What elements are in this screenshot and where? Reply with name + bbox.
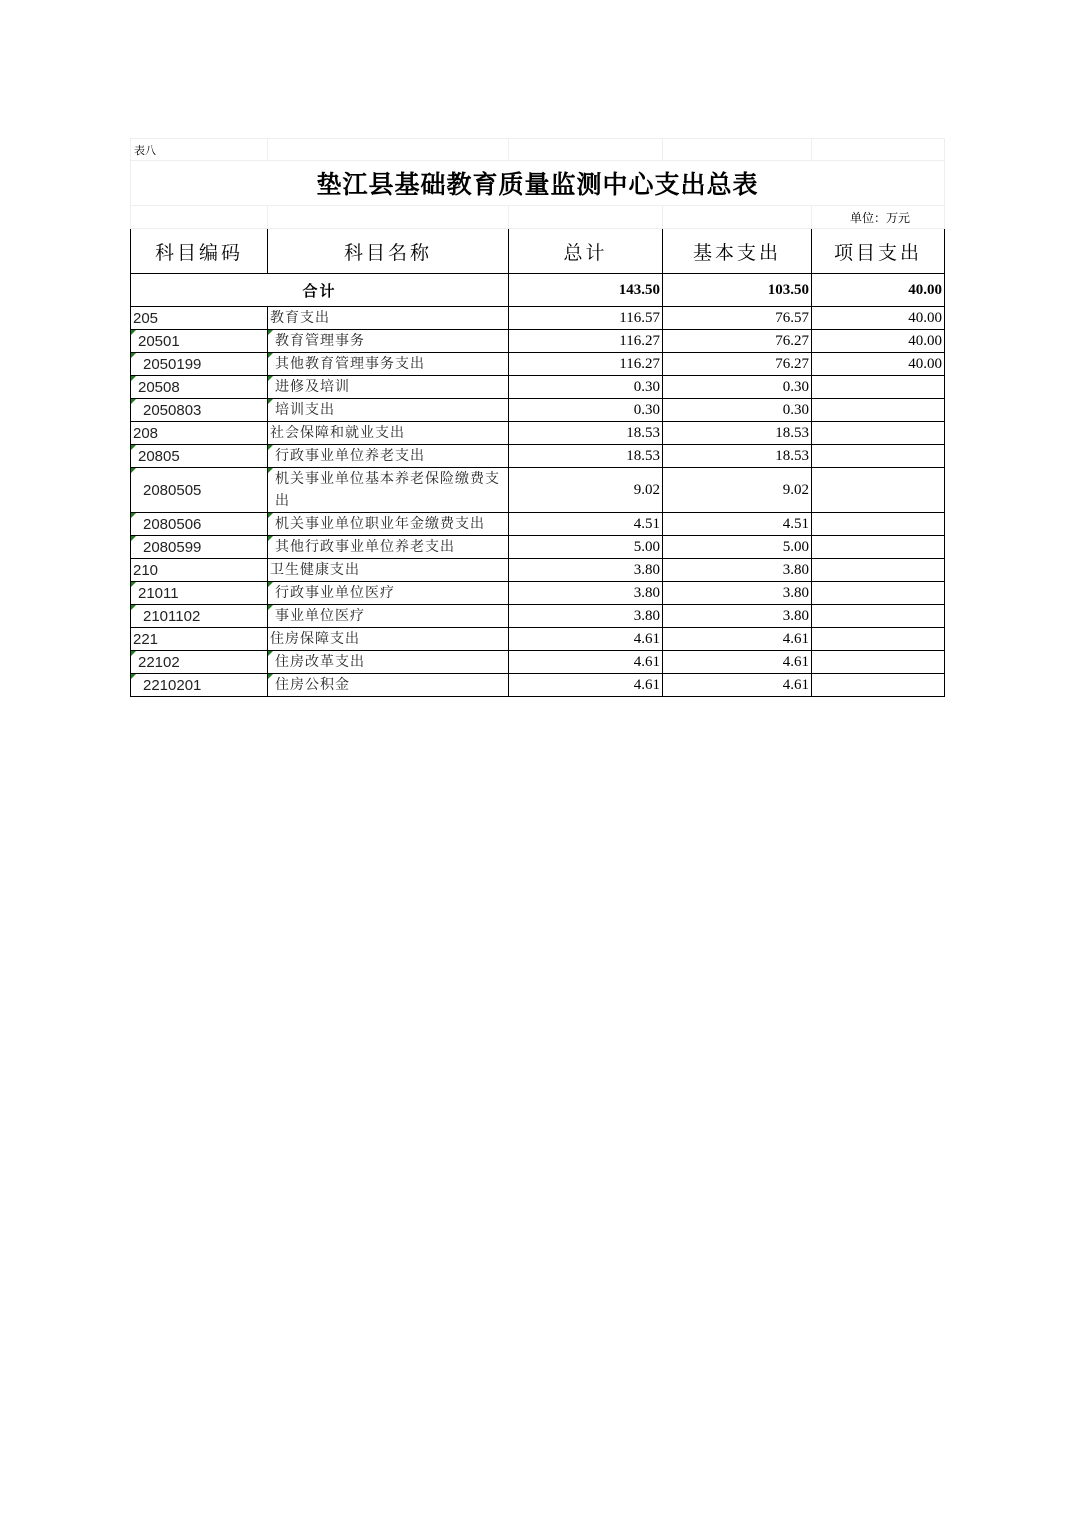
- header-code: 科目编码: [131, 229, 268, 274]
- row-name: 行政事业单位医疗: [268, 582, 509, 605]
- row-basic: 3.80: [663, 559, 812, 582]
- total-total: 143.50: [509, 274, 663, 307]
- row-code: 205: [131, 307, 268, 330]
- title-row: [131, 161, 945, 206]
- row-code: 221: [131, 628, 268, 651]
- unit-label: 单位：万元: [812, 206, 945, 229]
- row-project: [812, 628, 945, 651]
- row-code: 20508: [131, 376, 268, 399]
- header-row: [131, 229, 945, 274]
- row-total: 116.27: [509, 353, 663, 376]
- row-total: 4.51: [509, 513, 663, 536]
- row-code: 2080599: [131, 536, 268, 559]
- row-project: 40.00: [812, 307, 945, 330]
- table-row: [131, 582, 945, 605]
- expenditure-table: [130, 138, 945, 697]
- row-name: 住房改革支出: [268, 651, 509, 674]
- row-name: 事业单位医疗: [268, 605, 509, 628]
- table-row: [131, 651, 945, 674]
- table-row: [131, 422, 945, 445]
- row-total: 5.00: [509, 536, 663, 559]
- row-code: 2080505: [131, 468, 268, 513]
- row-total: 3.80: [509, 582, 663, 605]
- row-basic: 0.30: [663, 376, 812, 399]
- row-basic: 18.53: [663, 445, 812, 468]
- row-code: 2050803: [131, 399, 268, 422]
- table-row: [131, 399, 945, 422]
- row-code: 2050199: [131, 353, 268, 376]
- row-code: 2210201: [131, 674, 268, 697]
- row-project: [812, 651, 945, 674]
- spreadsheet-sheet: [130, 138, 944, 697]
- table-row: [131, 628, 945, 651]
- row-project: 40.00: [812, 353, 945, 376]
- row-basic: 76.27: [663, 353, 812, 376]
- table-row: [131, 674, 945, 697]
- table-row: [131, 307, 945, 330]
- row-basic: 76.27: [663, 330, 812, 353]
- row-basic: 4.61: [663, 674, 812, 697]
- row-total: 3.80: [509, 605, 663, 628]
- row-basic: 0.30: [663, 399, 812, 422]
- table-row: [131, 376, 945, 399]
- row-code: 20501: [131, 330, 268, 353]
- row-code: 210: [131, 559, 268, 582]
- table-row: [131, 353, 945, 376]
- row-total: 3.80: [509, 559, 663, 582]
- row-basic: 5.00: [663, 536, 812, 559]
- row-total: 4.61: [509, 651, 663, 674]
- row-project: [812, 605, 945, 628]
- header-project: 项目支出: [812, 229, 945, 274]
- total-row: [131, 274, 945, 307]
- row-total: 0.30: [509, 376, 663, 399]
- row-basic: 4.61: [663, 628, 812, 651]
- row-total: 18.53: [509, 445, 663, 468]
- row-code: 20805: [131, 445, 268, 468]
- row-project: [812, 674, 945, 697]
- row-project: [812, 445, 945, 468]
- table-row: [131, 536, 945, 559]
- header-basic: 基本支出: [663, 229, 812, 274]
- table-label: 表八: [131, 139, 268, 161]
- row-project: [812, 536, 945, 559]
- row-basic: 18.53: [663, 422, 812, 445]
- row-basic: 3.80: [663, 605, 812, 628]
- row-name: 社会保障和就业支出: [268, 422, 509, 445]
- header-total: 总计: [509, 229, 663, 274]
- row-basic: 4.61: [663, 651, 812, 674]
- row-project: [812, 376, 945, 399]
- row-name: 机关事业单位基本养老保险缴费支出: [268, 468, 509, 513]
- row-project: [812, 582, 945, 605]
- row-name: 进修及培训: [268, 376, 509, 399]
- row-name: 机关事业单位职业年金缴费支出: [268, 513, 509, 536]
- row-name: 教育管理事务: [268, 330, 509, 353]
- table-row: [131, 605, 945, 628]
- table-row: [131, 468, 945, 513]
- page-title: 垫江县基础教育质量监测中心支出总表: [131, 161, 945, 206]
- row-name: 培训支出: [268, 399, 509, 422]
- row-total: 0.30: [509, 399, 663, 422]
- row-code: 208: [131, 422, 268, 445]
- row-basic: 9.02: [663, 468, 812, 513]
- row-project: 40.00: [812, 330, 945, 353]
- row-basic: 4.51: [663, 513, 812, 536]
- row-basic: 76.57: [663, 307, 812, 330]
- row-basic: 3.80: [663, 582, 812, 605]
- table-row: [131, 513, 945, 536]
- row-name: 教育支出: [268, 307, 509, 330]
- row-project: [812, 422, 945, 445]
- table-row: [131, 330, 945, 353]
- table-row: [131, 559, 945, 582]
- row-code: 21011: [131, 582, 268, 605]
- label-row: [131, 139, 945, 161]
- row-project: [812, 513, 945, 536]
- total-project: 40.00: [812, 274, 945, 307]
- row-total: 4.61: [509, 674, 663, 697]
- row-code: 22102: [131, 651, 268, 674]
- row-total: 18.53: [509, 422, 663, 445]
- row-project: [812, 399, 945, 422]
- row-project: [812, 468, 945, 513]
- table-row: [131, 445, 945, 468]
- row-name: 住房保障支出: [268, 628, 509, 651]
- row-total: 9.02: [509, 468, 663, 513]
- row-code: 2080506: [131, 513, 268, 536]
- table-body: [131, 307, 945, 697]
- unit-row: [131, 206, 945, 229]
- row-total: 116.57: [509, 307, 663, 330]
- row-total: 116.27: [509, 330, 663, 353]
- row-code: 2101102: [131, 605, 268, 628]
- header-name: 科目名称: [268, 229, 509, 274]
- total-basic: 103.50: [663, 274, 812, 307]
- row-name: 住房公积金: [268, 674, 509, 697]
- row-total: 4.61: [509, 628, 663, 651]
- row-name: 其他教育管理事务支出: [268, 353, 509, 376]
- row-name: 其他行政事业单位养老支出: [268, 536, 509, 559]
- row-name: 行政事业单位养老支出: [268, 445, 509, 468]
- total-label: 合计: [131, 274, 509, 307]
- row-name: 卫生健康支出: [268, 559, 509, 582]
- row-project: [812, 559, 945, 582]
